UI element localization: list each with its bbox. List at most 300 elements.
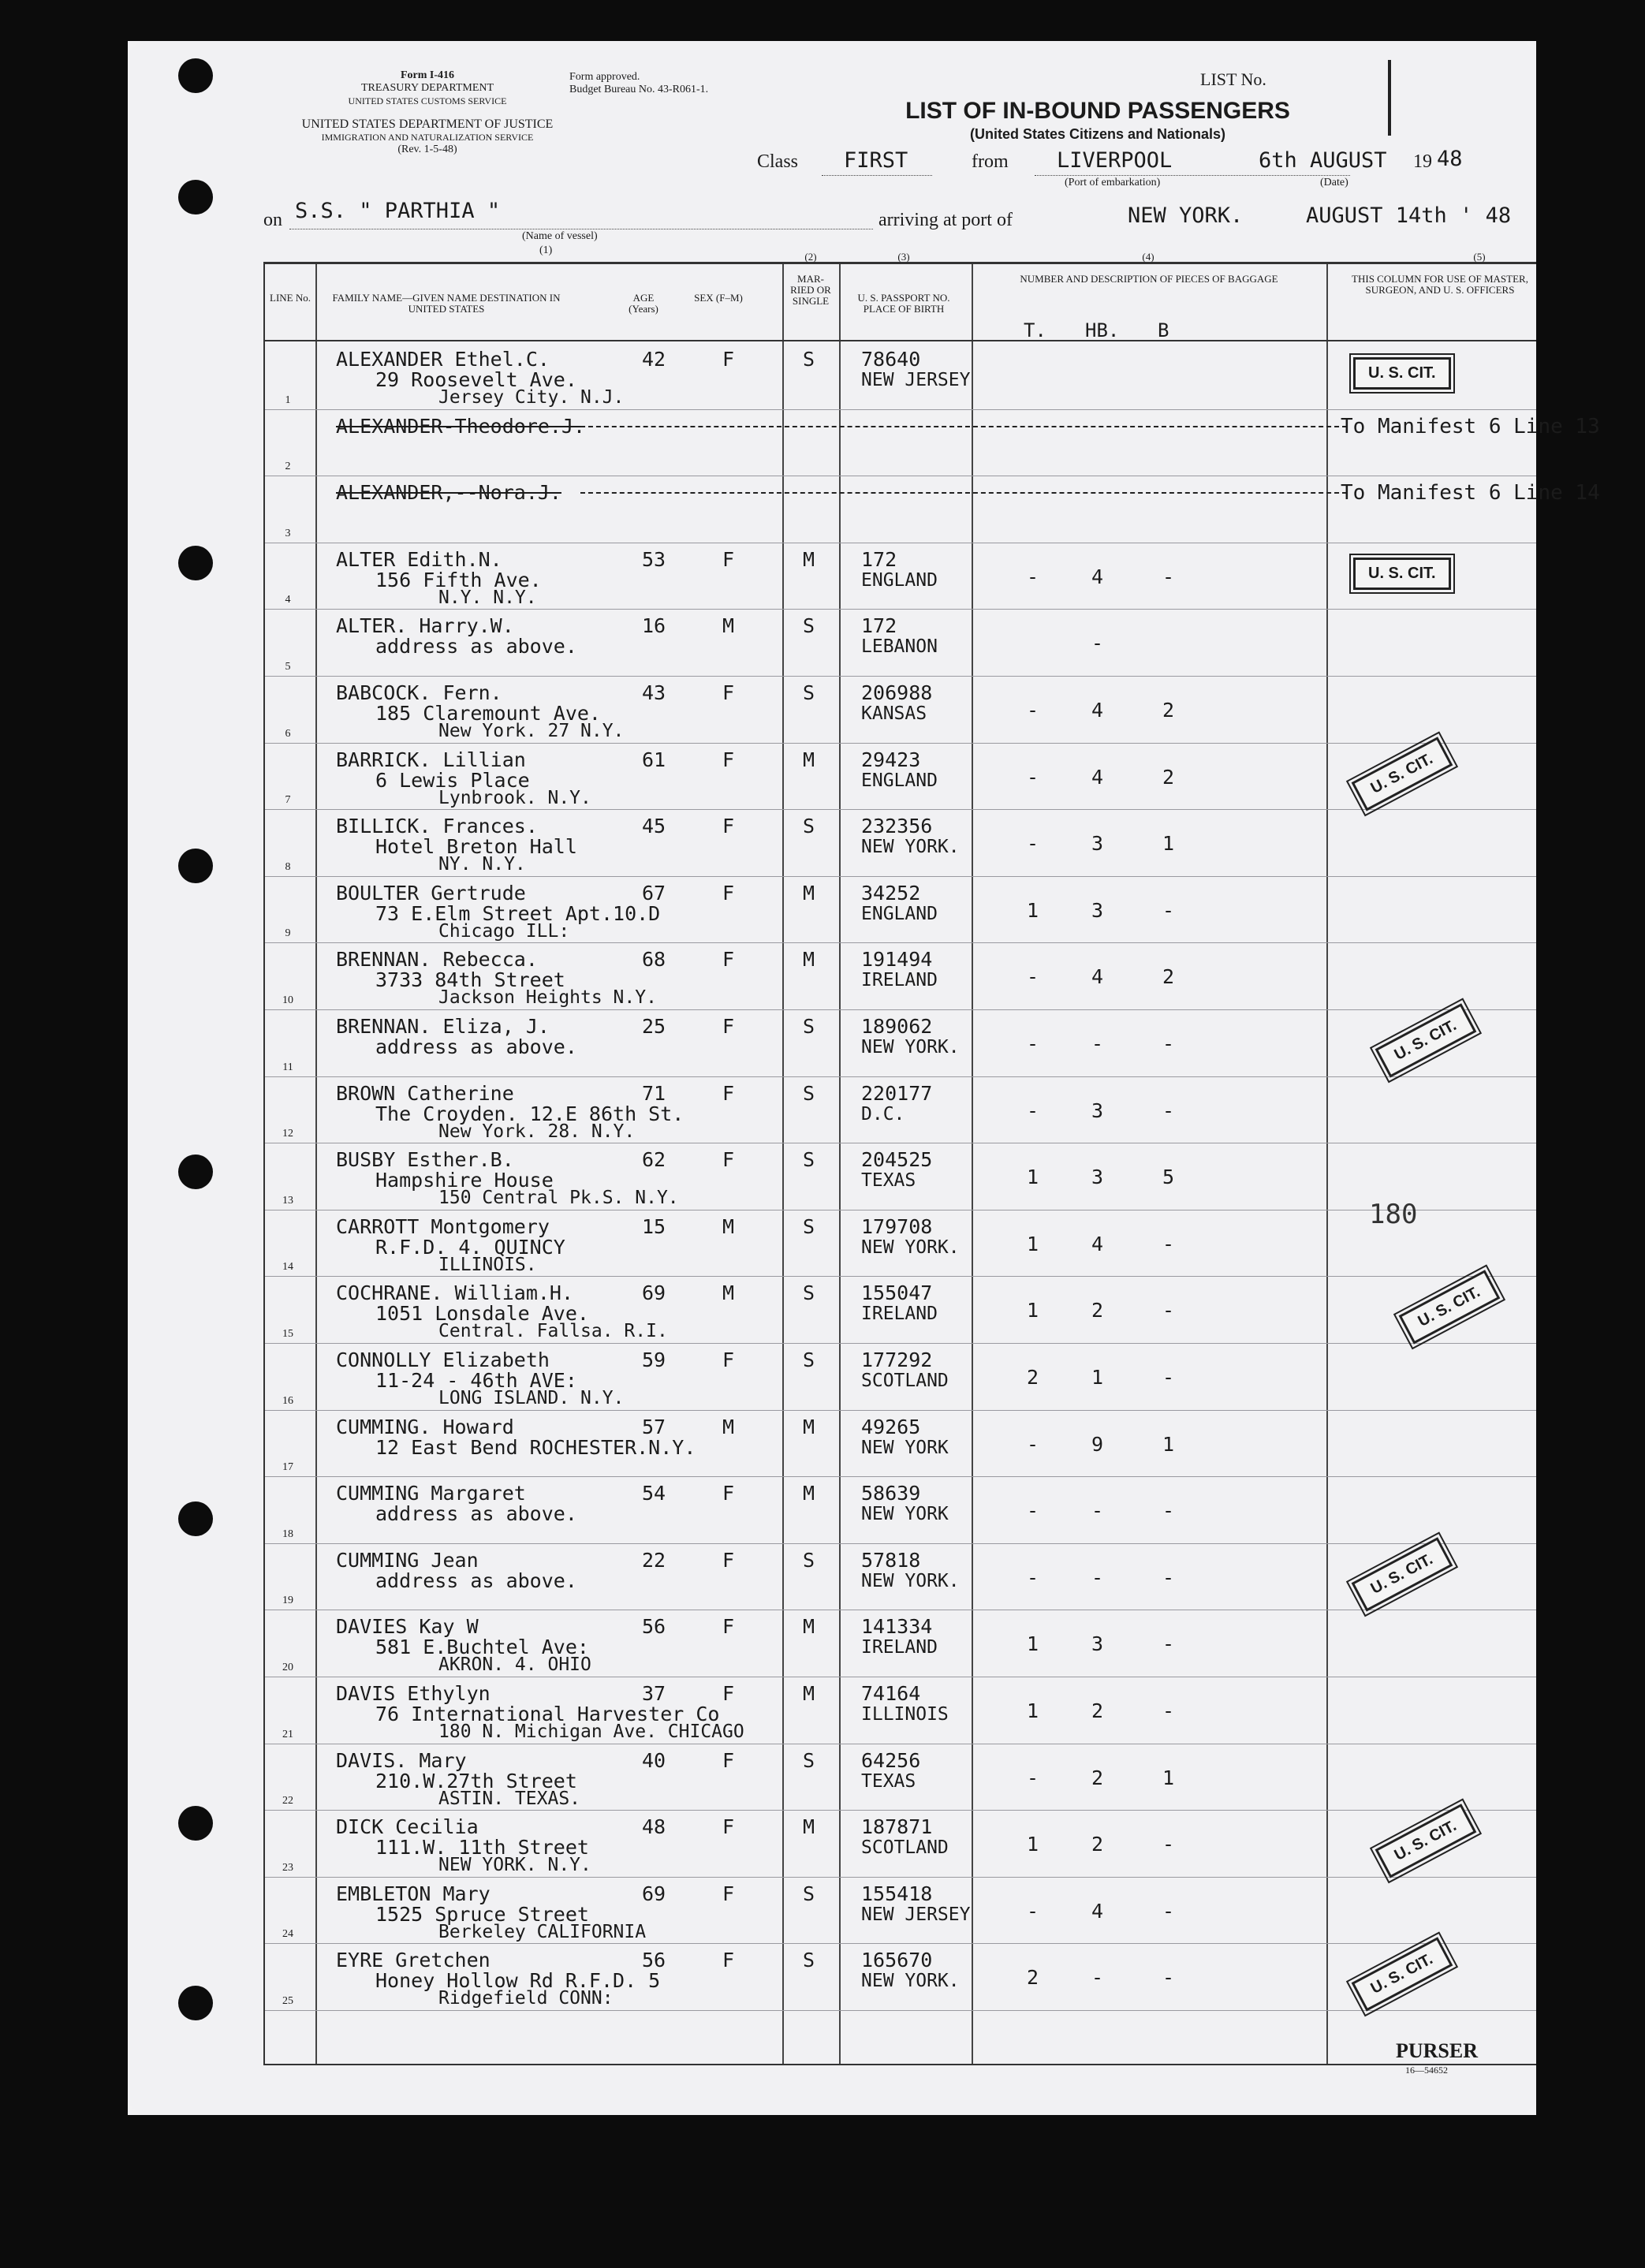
place-of-birth: KANSAS (861, 703, 927, 724)
place-of-birth: ENGLAND (861, 569, 938, 591)
form-number: Form I-416 (400, 69, 455, 81)
baggage-boxes: - (1162, 1565, 1175, 1589)
line-number: 15 (282, 1327, 293, 1340)
class-label: Class (757, 151, 799, 172)
baggage-handbags: 9 (1091, 1432, 1104, 1456)
sex: F (722, 881, 735, 905)
passenger-name: EMBLETON Mary (336, 1882, 491, 1905)
line-number: 8 (285, 860, 291, 873)
citizen-stamp: U. S. CIT. (1353, 558, 1451, 590)
line-number: 11 (282, 1061, 293, 1073)
baggage-handbags: 3 (1091, 832, 1104, 856)
line-number: 24 (282, 1928, 293, 1941)
age: 69 (642, 1281, 666, 1305)
age: 53 (642, 547, 666, 571)
age: 62 (642, 1148, 666, 1172)
age: 25 (642, 1015, 666, 1038)
passport-number: 155047 (861, 1281, 933, 1305)
place-of-birth: ENGLAND (861, 770, 938, 791)
col-baggage-number: (4) (1142, 251, 1154, 263)
address-line-2: New York. 28. N.Y. (438, 1121, 636, 1142)
customs-service: UNITED STATES CUSTOMS SERVICE (348, 95, 507, 106)
table-row (265, 677, 1536, 744)
baggage-boxes: - (1162, 1499, 1175, 1523)
table-row (265, 1210, 1536, 1278)
line-number: 1 (285, 394, 291, 406)
print-code: 16—54652 (1405, 2065, 1448, 2076)
table-row (265, 1277, 1536, 1344)
class-value: FIRST (844, 148, 908, 173)
marital-status: M (803, 1415, 815, 1438)
baggage-trunks: - (1027, 1432, 1039, 1456)
passport-number: 74164 (861, 1682, 921, 1705)
place-of-birth: NEW YORK (861, 1437, 949, 1458)
age: 56 (642, 1615, 666, 1639)
list-no-mark (1388, 60, 1391, 136)
address-line-1: R.F.D. 4. QUINCY (375, 1235, 565, 1259)
line-number: 18 (282, 1528, 293, 1540)
sex: F (722, 348, 735, 371)
age: 16 (642, 614, 666, 638)
baggage-trunks: - (1027, 565, 1039, 588)
table-row (265, 1944, 1536, 2011)
marital-status: S (803, 681, 815, 704)
passport-number: 172 (861, 614, 897, 638)
baggage-boxes: - (1162, 1366, 1175, 1389)
baggage-boxes: - (1162, 898, 1175, 922)
line-number: 21 (282, 1728, 293, 1740)
table-row (265, 1677, 1536, 1744)
col-age: AGE (Years) (629, 292, 658, 315)
age: 54 (642, 1482, 666, 1505)
table-row (265, 1344, 1536, 1411)
marital-status: M (803, 881, 815, 905)
address-line-1: 185 Claremount Ave. (375, 702, 601, 725)
baggage-handbags: 4 (1091, 565, 1104, 588)
passport-number: 204525 (861, 1148, 933, 1172)
sex: F (722, 948, 735, 972)
marital-status: M (803, 948, 815, 972)
baggage-handbags: 4 (1091, 1899, 1104, 1923)
passenger-name: DAVIS Ethylyn (336, 1682, 491, 1705)
passenger-table (263, 251, 1600, 2065)
marital-status: S (803, 1214, 815, 1238)
port-of-embarkation: LIVERPOOL (1057, 148, 1173, 173)
baggage-boxes: - (1162, 1699, 1175, 1722)
citizen-stamp: U. S. CIT. (1352, 1938, 1453, 2012)
address-line-2: Lynbrook. N.Y. (438, 787, 591, 808)
baggage-handbags: - (1091, 1966, 1104, 1990)
sex: F (722, 1081, 735, 1105)
sex: F (722, 815, 735, 838)
line-number: 16 (282, 1394, 293, 1407)
address-line-1: 111.W. 11th Street (375, 1836, 589, 1860)
passenger-name: DAVIS. Mary (336, 1748, 467, 1772)
passenger-name: BROWN Catherine (336, 1081, 514, 1105)
marital-status: S (803, 1748, 815, 1772)
sex: F (722, 1548, 735, 1572)
table-row (265, 1878, 1536, 1945)
col-name: FAMILY NAME—GIVEN NAME DESTINATION IN UNITED STATES (332, 292, 561, 315)
address-line-2: ILLINOIS. (438, 1254, 537, 1275)
age: 37 (642, 1682, 666, 1705)
passport-number: 58639 (861, 1482, 921, 1505)
table-row (265, 744, 1536, 811)
passport-number: 191494 (861, 948, 933, 972)
table-row (265, 1744, 1536, 1811)
baggage-trunks: - (1027, 832, 1039, 856)
address-line-1: 1525 Spruce Street (375, 1902, 589, 1926)
address-line-1: 1051 Lonsdale Ave. (375, 1302, 589, 1326)
address-line-2: 180 N. Michigan Ave. CHICAGO (438, 1722, 744, 1742)
sex: F (722, 1682, 735, 1705)
vessel-name: S.S. " PARTHIA " (295, 199, 501, 223)
age: 67 (642, 881, 666, 905)
list-no-label: LIST No. (1200, 69, 1266, 89)
address-line-2: AKRON. 4. OHIO (438, 1654, 591, 1676)
age: 68 (642, 948, 666, 972)
table-row (265, 810, 1536, 877)
table-row (265, 543, 1536, 610)
table-row (265, 877, 1536, 944)
address-line-2: 150 Central Pk.S. N.Y. (438, 1188, 679, 1209)
baggage-t-header: T. (1024, 319, 1046, 341)
treasury-department: TREASURY DEPARTMENT (360, 82, 494, 94)
baggage-boxes: - (1162, 1966, 1175, 1990)
citizen-stamp: U. S. CIT. (1352, 1537, 1453, 1611)
line-number: 25 (282, 1994, 293, 2007)
baggage-handbags: 4 (1091, 765, 1104, 789)
sex: F (722, 748, 735, 771)
age: 45 (642, 815, 666, 838)
baggage-boxes: 2 (1162, 765, 1175, 789)
marital-status: S (803, 1949, 815, 1972)
place-of-birth: TEXAS (861, 1170, 916, 1192)
address-line-1: 210.W.27th Street (375, 1769, 577, 1792)
baggage-trunks: 1 (1027, 1166, 1039, 1189)
table-row (265, 943, 1536, 1010)
address-line-2: NY. N.Y. (438, 854, 526, 875)
binder-hole (178, 1806, 213, 1841)
baggage-boxes: - (1162, 1032, 1175, 1055)
passport-number: 78640 (861, 348, 921, 371)
table-row (265, 1811, 1536, 1878)
place-of-birth: TEXAS (861, 1770, 916, 1792)
col-passport-number: (3) (897, 251, 910, 263)
passenger-name: CARROTT Montgomery (336, 1214, 550, 1238)
passport-number: 206988 (861, 681, 933, 704)
port-underline (1035, 175, 1350, 176)
line-number: 12 (282, 1128, 293, 1140)
col-baggage: NUMBER AND DESCRIPTION OF PIECES OF BAGGAGE (1020, 273, 1278, 285)
passport-number: 220177 (861, 1081, 933, 1105)
col-line-no: LINE No. (270, 292, 311, 304)
address-line-2: LONG ISLAND. N.Y. (438, 1388, 625, 1408)
baggage-handbags: 2 (1091, 1299, 1104, 1322)
address-line-1: address as above. (375, 635, 577, 658)
baggage-boxes: 5 (1162, 1166, 1175, 1189)
address-line-2: Chicago ILL: (438, 920, 570, 942)
marital-status: S (803, 1882, 815, 1905)
marital-status: M (803, 1815, 815, 1839)
date-year-prefix: 19 (1413, 151, 1432, 172)
line-number: 3 (285, 527, 291, 539)
passenger-name: BILLICK. Frances. (336, 815, 538, 838)
date-caption: (Date) (1320, 177, 1348, 188)
place-of-birth: IRELAND (861, 1637, 938, 1658)
baggage-trunks: 2 (1027, 1966, 1039, 1990)
address-line-1: Hotel Breton Hall (375, 835, 577, 859)
address-line-2: N.Y. N.Y. (438, 587, 537, 608)
vessel-column-number: (1) (539, 244, 553, 256)
age: 71 (642, 1081, 666, 1105)
col-officers-number: (5) (1473, 251, 1486, 263)
passenger-name: BABCOCK. Fern. (336, 681, 502, 704)
sex: F (722, 547, 735, 571)
passenger-name: ALEXANDER,--Nora.J. (336, 481, 561, 505)
table-row (265, 1610, 1536, 1677)
address-line-2: NEW YORK. N.Y. (438, 1855, 591, 1876)
baggage-handbags: 4 (1091, 699, 1104, 722)
age: 42 (642, 348, 666, 371)
form-revision: (Rev. 1-5-48) (397, 144, 457, 155)
age: 15 (642, 1214, 666, 1238)
passport-number: 57818 (861, 1548, 921, 1572)
place-of-birth: NEW YORK. (861, 1037, 960, 1058)
passenger-name: EYRE Gretchen (336, 1949, 491, 1972)
sex: M (722, 1214, 735, 1238)
baggage-trunks: - (1027, 965, 1039, 989)
place-of-birth: NEW YORK. (861, 1237, 960, 1258)
address-line-2: Central. Fallsa. R.I. (438, 1321, 668, 1342)
address-line-1: 581 E.Buchtel Ave: (375, 1636, 589, 1659)
address-line-1: 156 Fifth Ave. (375, 568, 542, 591)
age: 69 (642, 1882, 666, 1905)
document-subtitle: (United States Citizens and Nationals) (969, 126, 1226, 142)
baggage-handbags: 2 (1091, 1833, 1104, 1856)
passenger-name: CUMMING. Howard (336, 1415, 514, 1438)
address-line-1: 29 Roosevelt Ave. (375, 368, 577, 391)
passenger-name: BUSBY Esther.B. (336, 1148, 514, 1172)
immigration-service: IMMIGRATION AND NATURALIZATION SERVICE (321, 132, 534, 143)
manifest-note: To Manifest 6 Line 14 (1341, 481, 1600, 505)
strike-line (580, 426, 1347, 427)
binder-hole (178, 1986, 213, 2020)
citizen-stamp: U. S. CIT. (1375, 1003, 1476, 1077)
baggage-boxes: - (1162, 1232, 1175, 1255)
marital-status: M (803, 1482, 815, 1505)
age: 48 (642, 1815, 666, 1839)
passenger-name: ALEXANDER Ethel.C. (336, 348, 550, 371)
manifest-note: To Manifest 6 Line 13 (1341, 414, 1600, 438)
arriving-label: arriving at port of (878, 210, 1013, 230)
table-row (265, 1077, 1536, 1144)
passport-number: 177292 (861, 1348, 933, 1371)
strike-line (580, 492, 1347, 494)
address-line-1: address as above. (375, 1502, 577, 1526)
baggage-handbags: 3 (1091, 898, 1104, 922)
passport-number: 49265 (861, 1415, 921, 1438)
document-title: LIST OF IN-BOUND PASSENGERS (905, 98, 1290, 124)
passport-number: 141334 (861, 1615, 933, 1639)
baggage-trunks: 2 (1027, 1366, 1039, 1389)
passenger-name: ALTER. Harry.W. (336, 614, 514, 638)
line-number: 14 (282, 1261, 293, 1274)
citizen-stamp: U. S. CIT. (1352, 737, 1453, 811)
baggage-handbags: - (1091, 1499, 1104, 1523)
baggage-boxes: 1 (1162, 1432, 1175, 1456)
baggage-trunks: - (1027, 1899, 1039, 1923)
col-married-number: (2) (804, 251, 817, 263)
address-line-1: 3733 84th Street (375, 968, 565, 992)
place-of-birth: SCOTLAND (861, 1837, 949, 1859)
place-of-birth: NEW YORK. (861, 837, 960, 858)
baggage-boxes: 1 (1162, 832, 1175, 856)
departure-date: 6th AUGUST (1259, 148, 1387, 173)
baggage-boxes: - (1162, 1899, 1175, 1923)
vessel-caption: (Name of vessel) (522, 230, 598, 242)
passenger-name: CUMMING Margaret (336, 1482, 526, 1505)
passport-number: 232356 (861, 815, 933, 838)
citizen-stamp: U. S. CIT. (1353, 357, 1451, 390)
address-line-2: ASTIN. TEXAS. (438, 1788, 581, 1809)
binder-hole (178, 546, 213, 580)
sex: F (722, 1748, 735, 1772)
baggage-hb-header: HB. (1085, 319, 1120, 341)
passenger-name: BOULTER Gertrude (336, 881, 526, 905)
port-caption: (Port of embarkation) (1065, 177, 1161, 188)
sex: F (722, 1348, 735, 1371)
citizen-stamp: U. S. CIT. (1399, 1270, 1500, 1345)
budget-bureau: Budget Bureau No. 43-R061-1. (569, 84, 709, 95)
address-line-1: 76 International Harvester Co (375, 1703, 720, 1725)
baggage-handbags: 3 (1091, 1099, 1104, 1122)
place-of-birth: NEW YORK. (861, 1570, 960, 1591)
passenger-name: COCHRANE. William.H. (336, 1281, 574, 1305)
date-year: 48 (1437, 147, 1463, 171)
baggage-trunks: - (1027, 1766, 1039, 1789)
baggage-handbags: 3 (1091, 1166, 1104, 1189)
baggage-handbags: - (1091, 1565, 1104, 1589)
address-line-2: Ridgefield CONN: (438, 1988, 614, 2009)
baggage-trunks: 1 (1027, 898, 1039, 922)
sex: F (722, 1615, 735, 1639)
passenger-name: BARRICK. Lillian (336, 748, 526, 771)
line-number: 20 (282, 1661, 293, 1673)
on-label: on (263, 210, 282, 230)
marital-status: S (803, 815, 815, 838)
address-line-1: 12 East Bend ROCHESTER.N.Y. (375, 1435, 696, 1459)
sex: M (722, 1415, 735, 1438)
passport-number: 155418 (861, 1882, 933, 1905)
line-number: 4 (285, 594, 291, 606)
col-officers: THIS COLUMN FOR USE OF MASTER, SURGEON, AND U. S. OFFICERS (1352, 273, 1528, 296)
marital-status: S (803, 1081, 815, 1105)
baggage-trunks: - (1027, 1499, 1039, 1523)
line-number: 17 (282, 1461, 293, 1474)
line-number: 7 (285, 794, 291, 807)
marital-status: S (803, 614, 815, 638)
age: 56 (642, 1949, 666, 1972)
sex: M (722, 614, 735, 638)
line-number: 22 (282, 1795, 293, 1807)
marital-status: S (803, 1148, 815, 1172)
marital-status: M (803, 1615, 815, 1639)
baggage-trunks: 1 (1027, 1299, 1039, 1322)
marital-status: S (803, 1348, 815, 1371)
table-row (265, 343, 1536, 410)
line-number: 9 (285, 927, 291, 940)
citizen-stamp: U. S. CIT. (1375, 1804, 1476, 1878)
age: 43 (642, 681, 666, 704)
address-line-1: 73 E.Elm Street Apt.10.D (375, 901, 661, 925)
baggage-handbags: - (1091, 632, 1104, 655)
arrival-date: AUGUST 14th ' 48 (1306, 203, 1512, 228)
baggage-boxes: - (1162, 565, 1175, 588)
place-of-birth: NEW YORK (861, 1504, 949, 1525)
sex: F (722, 681, 735, 704)
marital-status: S (803, 1281, 815, 1305)
baggage-boxes: 1 (1162, 1766, 1175, 1789)
age: 59 (642, 1348, 666, 1371)
form-approved: Form approved. (569, 71, 640, 83)
baggage-boxes: 2 (1162, 699, 1175, 722)
arrival-port: NEW YORK. (1128, 203, 1244, 228)
age: 40 (642, 1748, 666, 1772)
table-row (265, 1544, 1536, 1611)
baggage-handbags: - (1091, 1032, 1104, 1055)
baggage-handbags: 2 (1091, 1699, 1104, 1722)
sex: F (722, 1148, 735, 1172)
purser-label: PURSER (1395, 2039, 1478, 2062)
baggage-boxes: - (1162, 1099, 1175, 1122)
address-line-1: Honey Hollow Rd R.F.D. 5 (375, 1969, 661, 1993)
col-sex: SEX (F–M) (694, 292, 743, 304)
baggage-handbags: 1 (1091, 1366, 1104, 1389)
address-line-1: The Croyden. 12.E 86th St. (375, 1102, 684, 1125)
address-line-1: address as above. (375, 1569, 577, 1592)
line-number: 2 (285, 461, 291, 473)
line-number: 13 (282, 1194, 293, 1207)
passenger-name: BRENNAN. Rebecca. (336, 948, 538, 972)
sex: F (722, 1882, 735, 1905)
binder-hole (178, 58, 213, 93)
address-line-1: Hampshire House (375, 1169, 554, 1192)
passenger-name: DAVIES Kay W (336, 1615, 479, 1639)
passport-number: 34252 (861, 881, 921, 905)
marital-status: S (803, 1548, 815, 1572)
baggage-boxes: - (1162, 1632, 1175, 1656)
passenger-name: CUMMING Jean (336, 1548, 479, 1572)
passenger-name: DICK Cecilia (336, 1815, 479, 1839)
line-number: 19 (282, 1595, 293, 1607)
place-of-birth: NEW JERSEY (861, 1904, 971, 1925)
baggage-trunks: - (1027, 765, 1039, 789)
passport-number: 29423 (861, 748, 921, 771)
address-line-2: New York. 27 N.Y. (438, 721, 625, 741)
baggage-trunks: 1 (1027, 1699, 1039, 1722)
marital-status: S (803, 1015, 815, 1038)
place-of-birth: IRELAND (861, 970, 938, 991)
age: 61 (642, 748, 666, 771)
baggage-trunks: - (1027, 1565, 1039, 1589)
binder-hole (178, 849, 213, 883)
marital-status: M (803, 1682, 815, 1705)
age: 22 (642, 1548, 666, 1572)
passenger-name: BRENNAN. Eliza, J. (336, 1015, 550, 1038)
marital-status: M (803, 547, 815, 571)
baggage-boxes: 2 (1162, 965, 1175, 989)
